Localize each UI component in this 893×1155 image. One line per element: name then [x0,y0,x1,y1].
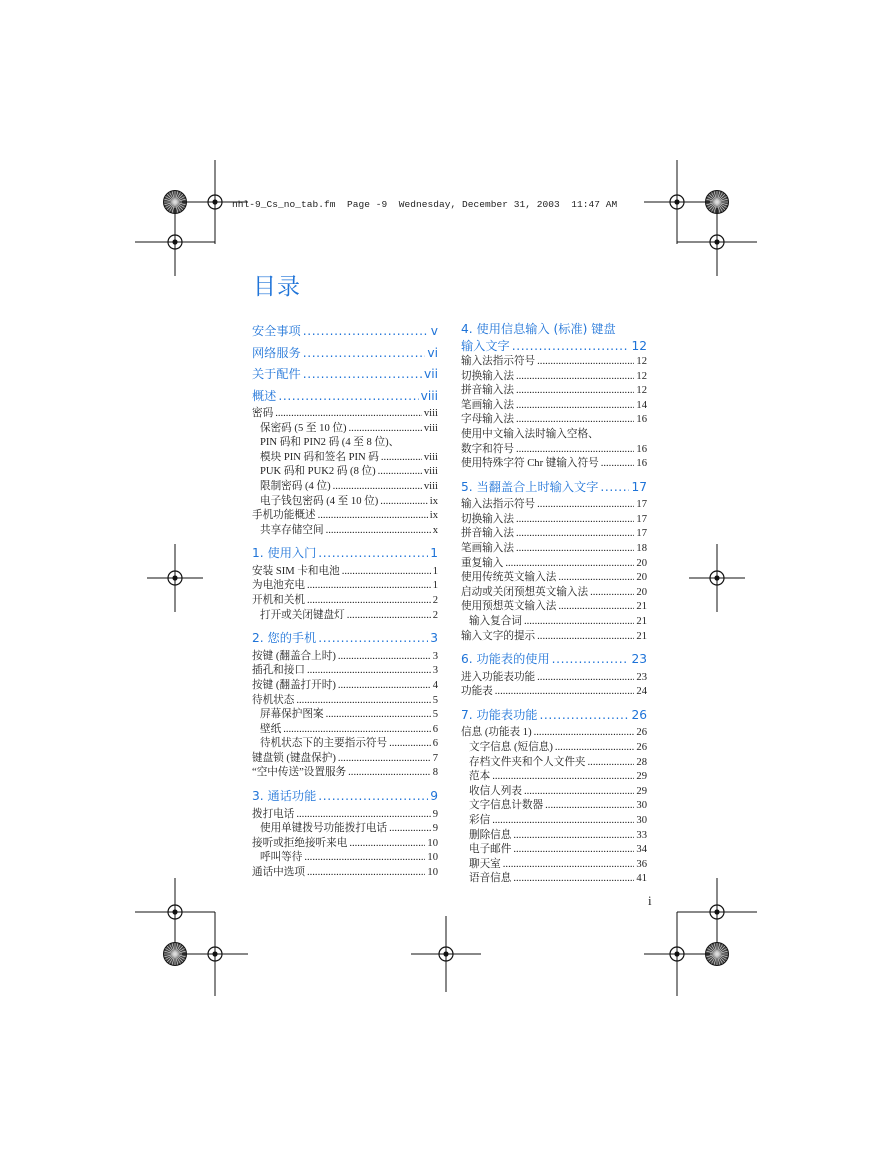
toc-entry-label: 范本 [469,771,491,783]
toc-item [252,451,438,466]
toc-item [461,799,647,814]
toc-item [252,752,438,767]
toc-item [252,808,438,823]
toc-entry-label: 收信人列表 [469,785,522,797]
toc-entry-label: 通话中选项 [252,866,305,878]
toc-item [252,723,438,738]
toc-entry-label: 语音信息 [469,873,512,885]
toc-entry-page: 24 [636,686,647,698]
toc-item [461,571,647,586]
toc-entry-label: PUK 码和 PUK2 码 (8 位) [260,466,376,478]
toc-item [252,837,438,852]
leader-dots [380,495,427,510]
leader-dots [505,557,634,572]
toc-entry-page: 23 [636,671,647,683]
toc-item [252,737,438,752]
toc-entry-label: 文字信息计数器 [469,800,544,812]
toc-item [252,495,438,510]
toc-entry-page: viii [423,480,438,492]
toc-entry-label: 信息 (功能表 1) [461,727,532,739]
leader-dots [524,785,634,800]
toc-entry-page: 5 [432,694,438,706]
page-title: 目录 [253,274,301,300]
leader-dots [307,664,431,679]
registration-dot [674,951,679,956]
toc-entry-page: 16 [636,414,647,426]
toc-entry-label: 进入功能表功能 [461,671,536,683]
toc-item [461,513,647,528]
toc-entry-page: 10 [427,866,438,878]
toc-item [252,565,438,580]
toc-chapter-heading [461,477,647,499]
leader-dots [389,822,431,837]
registration-dot [212,951,217,956]
toc-entry-page: viii [423,451,438,463]
toc-item [461,858,647,873]
toc-item [461,726,647,741]
leader-dots [333,480,422,495]
toc-item [252,694,438,709]
toc-item [461,428,647,443]
toc-entry-page: 17 [631,479,647,494]
toc-entry-page: ix [429,510,438,522]
toc-entry-page: 12 [636,370,647,382]
toc-item [461,685,647,700]
leader-dots [513,872,634,887]
toc-entry-page: 9 [432,808,438,820]
toc-item [252,766,438,781]
toc-entry-page: 8 [432,767,438,779]
toc-entry-page: 1 [432,565,438,577]
toc-heading-line1: 4. 使用信息输入 (标准) 键盘 [461,322,616,336]
leader-dots [338,752,431,767]
toc-entry-label: 2. 您的手机 [252,631,317,646]
leader-dots [555,741,635,756]
toc-entry-page: viii [420,388,438,403]
toc-heading-line2 [461,338,647,355]
toc-entry-label: PIN 码和 PIN2 码 (4 至 8 位)、 [260,437,400,449]
leader-dots [516,527,634,542]
leader-dots [545,799,634,814]
toc-item [252,609,438,624]
toc-entry-page: 21 [636,601,647,613]
toc-entry-label: 为电池充电 [252,580,305,592]
toc-item [252,480,438,495]
leader-dots [516,513,634,528]
toc-entry-page: 12 [636,385,647,397]
toc-entry-label: 使用特殊字符 Chr 键输入符号 [461,458,599,470]
leader-dots [516,370,634,385]
leader-dots [318,786,428,808]
toc-entry-page: 20 [636,586,647,598]
toc-item [461,586,647,601]
toc-item [461,457,647,472]
leader-dots [283,723,431,738]
leader-dots [296,694,430,709]
toc-entry-page: 20 [636,572,647,584]
toc-chapter-heading [252,786,438,808]
leader-dots [492,814,634,829]
toc-item [252,664,438,679]
registration-dot [212,199,217,204]
registration-dot [674,199,679,204]
toc-entry-page: 17 [636,499,647,511]
toc-entry-label: 安装 SIM 卡和电池 [252,565,340,577]
toc-entry-page: 20 [636,557,647,569]
toc-item [461,600,647,615]
leader-dots [342,565,431,580]
toc-item [461,814,647,829]
toc-entry-label: 使用传统英文输入法 [461,572,557,584]
toc-item [461,399,647,414]
leader-dots [495,685,635,700]
toc-entry-label: 插孔和接口 [252,665,305,677]
registration-dot [172,239,177,244]
print-slug: nhl-9_Cs_no_tab.fm Page -9 Wednesday, December 31, 2003 11:47 AM [232,199,618,210]
toc-entry-label: 存档文件夹和个人文件夹 [469,756,586,768]
leader-dots [537,355,634,370]
leader-dots [307,866,425,881]
toc-entry-label: 拨打电话 [252,808,295,820]
leader-dots [347,609,431,624]
toc-entry-label: 输入文字 [461,339,510,353]
toc-entry-page: 21 [636,616,647,627]
toc-entry-label: 打开或关闭键盘灯 [260,609,345,621]
toc-entry-label: 功能表 [461,686,493,698]
registration-dot [714,239,719,244]
toc-item [461,355,647,370]
toc-entry-page: 29 [636,785,647,797]
toc-entry-page: 16 [636,443,647,455]
toc-item [461,542,647,557]
toc-entry-label: 网络服务 [252,345,301,360]
toc-chapter-heading [252,628,438,650]
leader-dots [512,338,630,355]
toc-entry-label: 聊天室 [469,858,501,870]
leader-dots [516,443,634,458]
toc-entry-label: 屏幕保护图案 [260,709,324,721]
toc-item [461,829,647,844]
toc-entry-page: 41 [636,873,647,885]
leader-dots [307,594,431,609]
registration-dot [172,575,177,580]
toc-item [461,756,647,771]
toc-entry-label: 开机和关机 [252,595,305,607]
leader-dots [539,705,629,727]
leader-dots [513,843,634,858]
toc-entry-label: 壁纸 [260,723,282,735]
toc-entry-page: viii [423,408,438,419]
toc-entry-page: 26 [636,741,647,753]
toc-entry-page: 30 [636,800,647,812]
toc-entry-label: 数字和符号 [461,443,514,455]
leader-dots [326,524,431,539]
toc-entry-page: 26 [636,727,647,739]
toc-entry-label: 5. 当翻盖合上时输入文字 [461,479,599,494]
toc-entry-label: 密码 [252,408,274,419]
toc-entry-label: 6. 功能表的使用 [461,652,550,667]
toc-entry-page: 30 [636,814,647,826]
toc-right-column [461,321,647,887]
toc-entry-page: x [432,524,438,536]
toc-entry-page: 14 [636,399,647,411]
toc-item [461,498,647,513]
toc-entry-page: 3 [430,631,438,646]
toc-entry-page: 10 [427,852,438,864]
toc-entry-label: 重复输入 [461,557,504,569]
toc-item [252,594,438,609]
leader-dots [338,650,431,665]
toc-entry-page: viii [423,422,438,434]
toc-entry-page: 28 [636,756,647,768]
leader-dots [275,407,422,422]
toc-entry-label: 使用中文输入法时输入空格、 [461,428,599,440]
toc-entry-page: 9 [430,789,438,804]
leader-dots [492,770,634,785]
page-number: i [648,893,652,908]
toc-entry-label: 限制密码 (4 位) [260,480,331,492]
leader-dots [534,726,635,741]
leader-dots [600,477,629,499]
leader-dots [349,837,425,852]
toc-entry-page: 12 [631,339,647,353]
toc-entry-label: 按键 (翻盖合上时) [252,650,336,662]
toc-entry-label: 1. 使用入门 [252,546,317,561]
toc-entry-label: 启动或关闭预想英文输入法 [461,586,589,598]
toc-chapter-heading [461,705,647,727]
toc-chapter-heading [461,321,647,355]
toc-entry-label: 电子邮件 [469,844,512,856]
toc-entry-page: 3 [432,665,438,677]
leader-dots [318,543,428,565]
leader-dots [516,413,634,428]
toc-entry-label: 键盘锁 (键盘保护) [252,752,336,764]
toc-item [461,384,647,399]
leader-dots [537,498,634,513]
toc-entry-page: 33 [636,829,647,841]
leader-dots [588,756,635,771]
toc-item [461,785,647,800]
leader-dots [296,808,430,823]
toc-entry-page: vii [424,367,438,381]
leader-dots [590,586,634,601]
toc-entry-page: 9 [432,823,438,835]
toc-item [461,370,647,385]
toc-entry-label: 拼音输入法 [461,528,514,540]
leader-dots [516,399,634,414]
toc-entry-page: 16 [636,458,647,470]
toc-entry-page: ix [429,495,438,507]
toc-entry-label: 输入复合词 [469,616,522,627]
toc-entry-label: 字母输入法 [461,414,514,426]
toc-item [461,630,647,645]
leader-dots [304,851,425,866]
toc-entry-page: 6 [432,723,438,735]
toc-item [461,557,647,572]
toc-entry-label: 手机功能概述 [252,510,316,522]
toc-entry-label: 使用单键拨号功能拨打电话 [260,823,388,835]
toc-item [252,708,438,723]
toc-entry-page: 18 [636,543,647,555]
toc-item [252,851,438,866]
toc-chapter-heading [252,543,438,565]
toc-item [252,509,438,524]
toc-entry-page: 2 [432,595,438,607]
toc-entry-label: 概述 [252,388,277,403]
toc-entry-label: 关于配件 [252,367,301,381]
toc-item [461,843,647,858]
toc-entry-page: 2 [432,609,438,621]
leader-dots [378,465,422,480]
toc-item [461,741,647,756]
toc-entry-page: 1 [430,546,438,561]
toc-entry-label: 保密码 (5 至 10 位) [260,422,347,434]
toc-entry-page: 29 [636,771,647,783]
registration-dot [172,909,177,914]
toc-entry-label: 待机状态 [252,694,295,706]
leader-dots [318,628,428,650]
leader-dots [558,571,634,586]
toc-entry-label: 文字信息 (短信息) [469,741,553,753]
toc-heading [252,321,438,343]
toc-entry-page: 12 [636,356,647,367]
toc-entry-page: 6 [432,738,438,750]
leader-dots [558,600,634,615]
toc-entry-label: 接听或拒绝接听来电 [252,837,348,849]
leader-dots [303,364,422,386]
toc-chapter-heading [461,649,647,671]
leader-dots [348,766,431,781]
toc-item [252,436,438,451]
toc-item [252,422,438,437]
toc-item [461,872,647,887]
toc-entry-page: vi [427,345,438,360]
toc-entry-label: 拼音输入法 [461,385,514,397]
toc-heading [252,364,438,386]
registration-dot [443,951,448,956]
toc-item [252,650,438,665]
toc-heading [252,343,438,365]
toc-entry-label: 安全事项 [252,324,301,338]
toc-entry-label: 电子钱包密码 (4 至 10 位) [260,495,379,507]
toc-entry-page: 17 [636,528,647,540]
leader-dots [537,630,634,645]
toc-entry-page: 3 [432,650,438,662]
toc-entry-page: 21 [636,630,647,642]
toc-item [252,465,438,480]
leader-dots [503,858,635,873]
leader-dots [552,649,630,671]
leader-dots [524,615,634,630]
toc-item [461,770,647,785]
toc-item [461,615,647,630]
toc-item [461,527,647,542]
toc-item [252,822,438,837]
toc-item [252,579,438,594]
toc-entry-page: 26 [631,707,647,722]
toc-heading [252,386,438,408]
toc-entry-page: 17 [636,513,647,525]
leader-dots [349,422,422,437]
toc-entry-page: 1 [432,580,438,592]
toc-entry-label: 待机状态下的主要指示符号 [260,738,388,750]
toc-entry-label: 删除信息 [469,829,512,841]
leader-dots [303,321,429,343]
toc-entry-label: 3. 通话功能 [252,789,317,804]
toc-entry-label: 彩信 [469,814,491,826]
toc-entry-page: v [430,324,438,338]
leader-dots [338,679,431,694]
toc-entry-label: 使用预想英文输入法 [461,601,557,613]
toc-entry-page: 4 [432,679,438,691]
leader-dots [326,708,431,723]
toc-entry-label: 笔画输入法 [461,399,514,411]
toc-entry-label: 输入法指示符号 [461,499,536,511]
leader-dots [601,457,635,472]
toc-entry-page: 5 [432,709,438,721]
leader-dots [513,829,634,844]
toc-entry-label: 共享存储空间 [260,524,324,536]
leader-dots [318,509,428,524]
registration-dot [714,909,719,914]
toc-item [252,679,438,694]
toc-item [461,443,647,458]
toc-entry-label: 模块 PIN 码和签名 PIN 码 [260,451,379,463]
toc-entry-label: 按键 (翻盖打开时) [252,679,336,691]
toc-item [252,524,438,539]
leader-dots [537,671,634,686]
toc-entry-page: 36 [636,858,647,870]
toc-entry-label: 输入文字的提示 [461,630,536,642]
leader-dots [278,386,418,408]
leader-dots [307,579,431,594]
leader-dots [303,343,426,365]
toc-left-column [252,321,438,881]
toc-entry-label: 切换输入法 [461,513,514,525]
leader-dots [516,542,634,557]
toc-item [461,671,647,686]
leader-dots [389,737,431,752]
toc-entry-page: 34 [636,844,647,856]
toc-item [461,413,647,428]
toc-entry-label: 输入法指示符号 [461,356,536,367]
toc-entry-label: 切换输入法 [461,370,514,382]
toc-entry-page: 7 [432,752,438,764]
leader-dots [381,451,422,466]
toc-entry-page: viii [423,466,438,478]
leader-dots [516,384,634,399]
toc-entry-label: “空中传送”设置服务 [252,767,347,779]
toc-item [252,407,438,422]
toc-item [252,866,438,881]
toc-entry-page: 23 [631,652,647,667]
toc-entry-page: 10 [427,837,438,849]
toc-entry-label: 笔画输入法 [461,543,514,555]
toc-entry-label: 呼叫等待 [260,852,303,864]
toc-entry-label: 7. 功能表功能 [461,707,538,722]
registration-dot [714,575,719,580]
